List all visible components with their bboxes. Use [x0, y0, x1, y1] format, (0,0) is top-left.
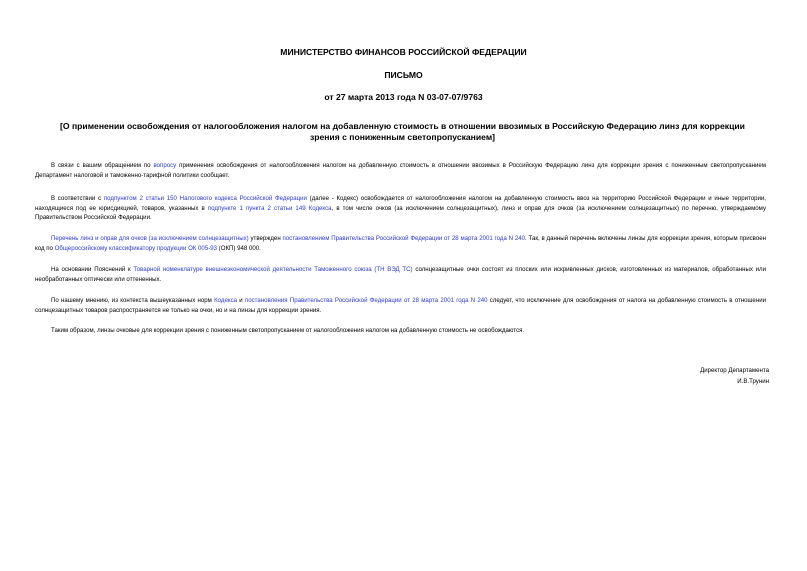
- paragraph-2: [35, 194, 766, 223]
- ministry-heading: МИНИСТЕРСТВО ФИНАНСОВ РОССИЙСКОЙ ФЕДЕРАЦИИ: [280, 47, 527, 57]
- text-segment: солнцезащитные очки состоят из плоских или искривленных дисков, изготовленных из материалов, обработанных или необработанных оптически или оттененных.: [35, 266, 767, 283]
- link-product-classifier[interactable]: Общероссийскому классификатору продукции ОК 005-93: [54, 244, 218, 252]
- link-tax-code-article-149[interactable]: подпункте 1 пункта 2 статьи 149 Кодекса: [207, 204, 332, 212]
- text-segment: На основании Пояснений к: [51, 266, 134, 273]
- paragraph-3: [35, 234, 766, 253]
- document-date: от 27 марта 2013 года N 03-07-07/9763: [324, 92, 483, 102]
- text-segment: (далее - Кодекс) освобождается от налогообложения налогом на добавленную стоимость ввоз на территорию Российской Федерации и иные территории, находящиеся под ее юрисдикцией, товаров, указанных в: [35, 195, 767, 212]
- link-customs-nomenclature[interactable]: Товарной номенклатуре внешнеэкономической деятельности Таможенного союза (ТН ВЭД ТС): [133, 266, 413, 273]
- link-government-decree-240-2[interactable]: постановления Правительства Российской Федерации от 28 марта 2001 года N 240: [244, 297, 488, 304]
- document-title: [О применении освобождения от налогообложения налогом на добавленную стоимость в отношении ввозимых в Российскую Федерацию линз для коррекции зрения с пониженным светопропусканием]: [60, 121, 745, 142]
- text-segment: . Так, в данный перечень включены линзы для коррекции зрения, которым присвоен код по: [35, 235, 766, 252]
- signature-name: И.В.Трунин: [737, 378, 769, 385]
- link-tax-code[interactable]: Кодекса: [214, 297, 238, 304]
- text-segment: следует, что исключение для освобождения от налога на добавленную стоимость в отношении солнцезащитных товаров распространяется не только на очки, но и на линзы для коррекции зрения.: [35, 297, 766, 314]
- link-question[interactable]: вопросу: [153, 162, 177, 169]
- text-segment: Таким образом, линзы очковые для коррекции зрения с пониженным светопропусканием от налогообложения налогом на добавленную стоимость не освобождаются.: [51, 327, 525, 334]
- text-segment: В соответствии с: [51, 195, 104, 202]
- text-segment: По нашему мнению, из контекста вышеуказанных норм: [51, 297, 215, 304]
- signature-title: Директор Департамента: [700, 367, 769, 374]
- link-tax-code-article-150[interactable]: подпунктом 2 статьи 150 Налогового кодекса Российской Федерации: [103, 195, 307, 202]
- text-segment: применения освобождения от налогообложения налогом на добавленную стоимость в отношении ввозимых в Российскую Федерацию линз для коррекции зрения с пониженным светопропусканием Департамент налоговой и таможенно-тарифной политики сообщает.: [35, 162, 766, 179]
- link-government-decree-240[interactable]: постановлением Правительства Российской Федерации от 28 марта 2001 года N 240: [282, 235, 526, 242]
- paragraph-5: [35, 296, 766, 315]
- paragraph-6: [35, 326, 766, 336]
- text-segment: , в том числе очков (за исключением солнцезащитных), линз и оправ для очков (за исключением солнцезащитных) по перечню, утверждаемому Правительством Российской Федерации.: [35, 204, 766, 222]
- text-segment: утвержден: [248, 235, 283, 242]
- link-lens-list[interactable]: Перечень линз и оправ для очков (за исключением солнцезащитных): [51, 235, 249, 242]
- document-type: ПИСЬМО: [384, 70, 423, 80]
- paragraph-1: [35, 161, 766, 180]
- paragraph-4: [35, 265, 766, 284]
- text-segment: и: [237, 297, 245, 304]
- text-segment: В связи с вашим обращением по: [51, 162, 154, 169]
- text-segment: (ОКП) 948 000.: [217, 244, 261, 252]
